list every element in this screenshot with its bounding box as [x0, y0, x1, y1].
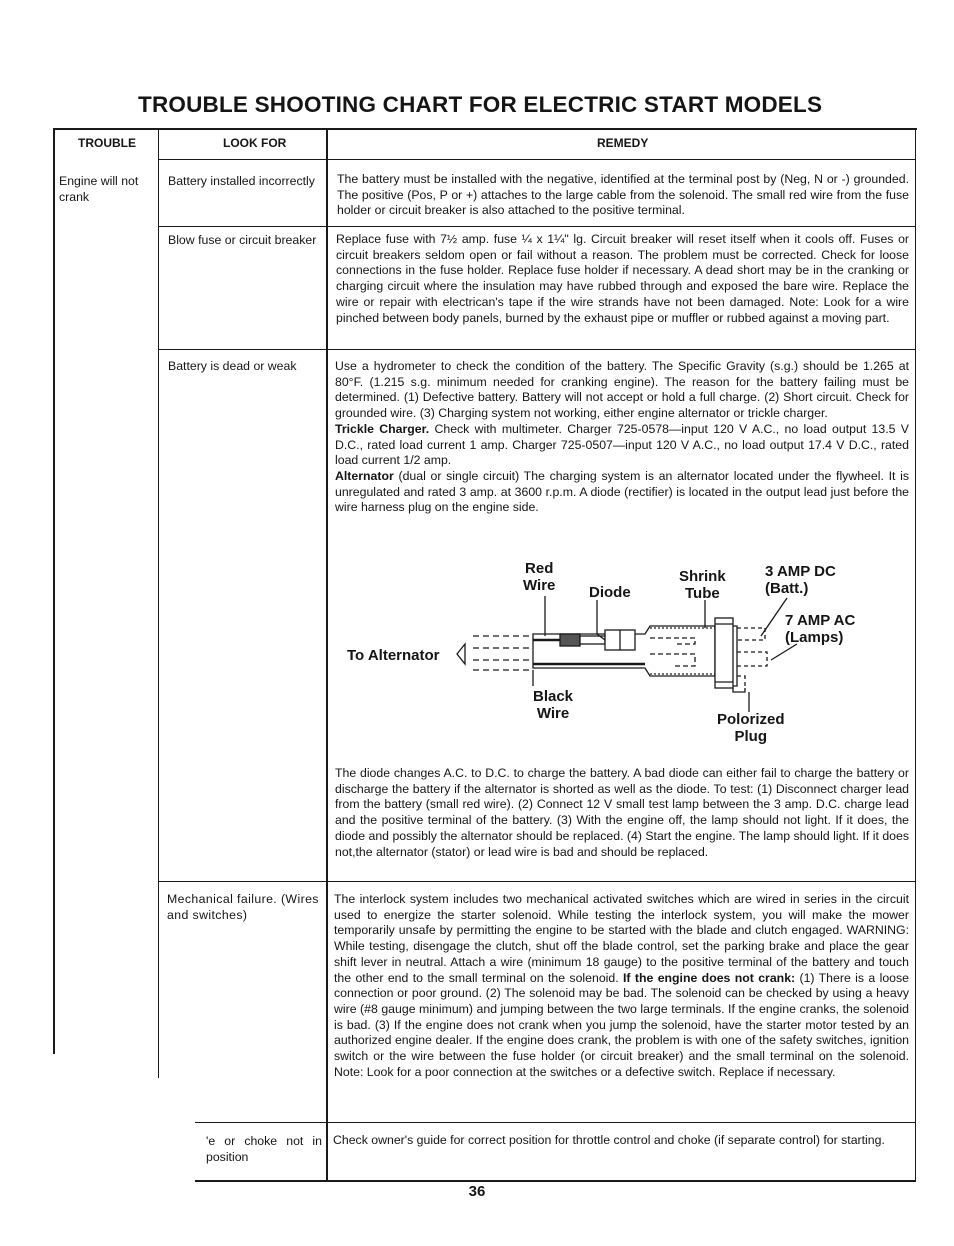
remedy-text: The battery must be installed with the negative, identified at the terminal post by (Neg, N or -) grounded. The positive (Pos, P or +) attaches to the large cable from the solenoid. The small red wire from the fuse holder or circuit breaker is also attached to the positive terminal.	[337, 172, 909, 218]
column-header-trouble: TROUBLE	[78, 136, 136, 150]
header-bottom-rule	[158, 159, 916, 160]
trouble-text: Engine will not crank	[59, 174, 139, 204]
look-for-text: Battery installed incorrectly	[168, 174, 315, 188]
table-top-rule	[53, 128, 917, 130]
diagram-label-red-wire: Red Wire	[523, 560, 556, 594]
wiring-diagram	[335, 556, 895, 752]
table-bottom-rule	[195, 1180, 916, 1182]
row-rule	[195, 1122, 916, 1123]
diagram-label-3-amp-dc: 3 AMP DC (Batt.)	[765, 563, 836, 597]
alternator-text: (dual or single circuit) The charging system is an alternator located under the flywheel. It is unregulated and rated 3 amp. at 3600 r.p.m. A diode (rectifier) is located in the output lead just before the wire harness plug on the engine side.	[335, 468, 909, 515]
alternator-label: Alternator	[335, 468, 394, 483]
remedy-text	[334, 892, 909, 1080]
diagram-label-shrink-tube: Shrink Tube	[679, 568, 726, 602]
look-for-column-rule	[158, 128, 159, 1078]
look-for-text: Blow fuse or circuit breaker	[168, 233, 317, 247]
remedy-column-rule	[326, 128, 328, 1181]
diagram-label-black-wire: Black Wire	[533, 688, 574, 722]
remedy-paragraph	[335, 469, 909, 516]
trickle-charger-text: Check with multimeter. Charger 725-0578—input 120 V A.C., no load output 13.5 V D.C., rated load current 1 amp. Charger 725-0507—input 120 V A.C., no load output 17.4 V D.C., rated load current 1/2 amp.	[335, 421, 909, 468]
remedy-part: The interlock system includes two mechanical activated switches which are wired in series in the circuit used to energize the starter solenoid. While testing the interlock system, you will make the mower temporarily unsafe by permitting the engine to be started with the blade and clutch engaged. WARNING: While testing, disengage the clutch, shut off the blade control, set the parking brake and place the gear shift lever in neutral. Attach a wire (minimum 18 gauge) to the positive terminal of the battery and touch the other end to the small terminal on the solenoid.	[334, 892, 909, 985]
row-rule	[158, 349, 916, 350]
look-for-text: Battery is dead or weak	[168, 359, 297, 373]
row-rule	[158, 226, 916, 227]
remedy-part: (1) There is a loose connection or poor ground. (2) The solenoid may be bad. The solenoid can be checked by using a heavy wire (#8 gauge minimum) and jumping between the two large terminals. If the engine cranks, the solenoid is bad. (3) If the engine does not crank when you jump the solenoid, have the starter motor tested by an authorized engine dealer. If the engine does crank, the problem is with one of the safety switches, ignition switch or the wire between the fuse holder (or circuit breaker) and the small terminal on the solenoid. Note: Look for a poor connection at the switches or a defective switch. Replace if necessary.	[334, 970, 909, 1079]
remedy-text: Replace fuse with 7½ amp. fuse ¼ x 1¼" lg. Circuit breaker will reset itself when it cools off. Fuses or circuit breakers seldom open or fail without a reason. The problem must be corrected. Check for loose connections in the fuse holder. Replace fuse holder if necessary. A dead short may be in the cranking or charging circuit where the insulation may have rubbed through and exposed the bare wire. Replace the wire or repair with electrican's tape if the wire strands have not been damaged. Note: Look for a wire pinched between body panels, burned by the exhaust pipe or muffler or rubbed against a moving part.	[336, 232, 909, 325]
diagram-label-diode: Diode	[589, 584, 631, 601]
look-for-text: Mechanical failure. (Wires and switches)	[167, 892, 319, 922]
remedy-paragraph: Use a hydrometer to check the condition of the battery. The Specific Gravity (s.g.) should be 1.265 at 80°F. (1.215 s.g. minimum needed for cranking engine). The reason for the battery failing must be determined. (1) Defective battery. Battery will not accept or hold a full charge. (2) Short circuit. Check for grounded wire. (3) Charging system not working, either engine alternator or trickle charger.	[335, 359, 909, 421]
right-border-rule	[915, 128, 916, 1181]
remedy-paragraph	[335, 422, 909, 469]
page-number: 36	[468, 1183, 486, 1200]
diagram-label-to-alternator: To Alternator	[347, 647, 440, 664]
column-header-remedy: REMEDY	[597, 136, 649, 150]
trickle-charger-label: Trickle Charger.	[335, 421, 430, 436]
remedy-text: The diode changes A.C. to D.C. to charge the battery. A bad diode can either fail to charge the battery or discharge the battery if the alternator is shorted as well as the diode. To test: (1) Disconnect charger lead from the battery (small red wire). (2) Connect 12 V small test lamp between the 3 amp. D.C. charge lead and the positive terminal of the battery. (3) With the engine off, the lamp should not light. If it does, the diode and possibly the alternator should be replaced. (4) Start the engine. The lamp should light. If it does not,the alternator (stator) or lead wire is bad and should be replaced.	[335, 766, 909, 859]
remedy-bold-part: If the engine does not crank:	[623, 970, 796, 985]
remedy-block	[335, 359, 909, 516]
diagram-label-7-amp-ac: 7 AMP AC (Lamps)	[785, 612, 856, 646]
row-rule	[158, 881, 916, 882]
diagram-label-polorized-plug: Polorized Plug	[717, 711, 785, 745]
remedy-text: Check owner's guide for correct position for throttle control and choke (if separate control) for starting.	[333, 1133, 885, 1147]
page-title: TROUBLE SHOOTING CHART FOR ELECTRIC START MODELS	[138, 92, 823, 117]
trouble-column-rule	[53, 128, 55, 1054]
look-for-text: 'e or choke not in position	[206, 1134, 322, 1164]
column-header-look-for: LOOK FOR	[223, 136, 287, 150]
